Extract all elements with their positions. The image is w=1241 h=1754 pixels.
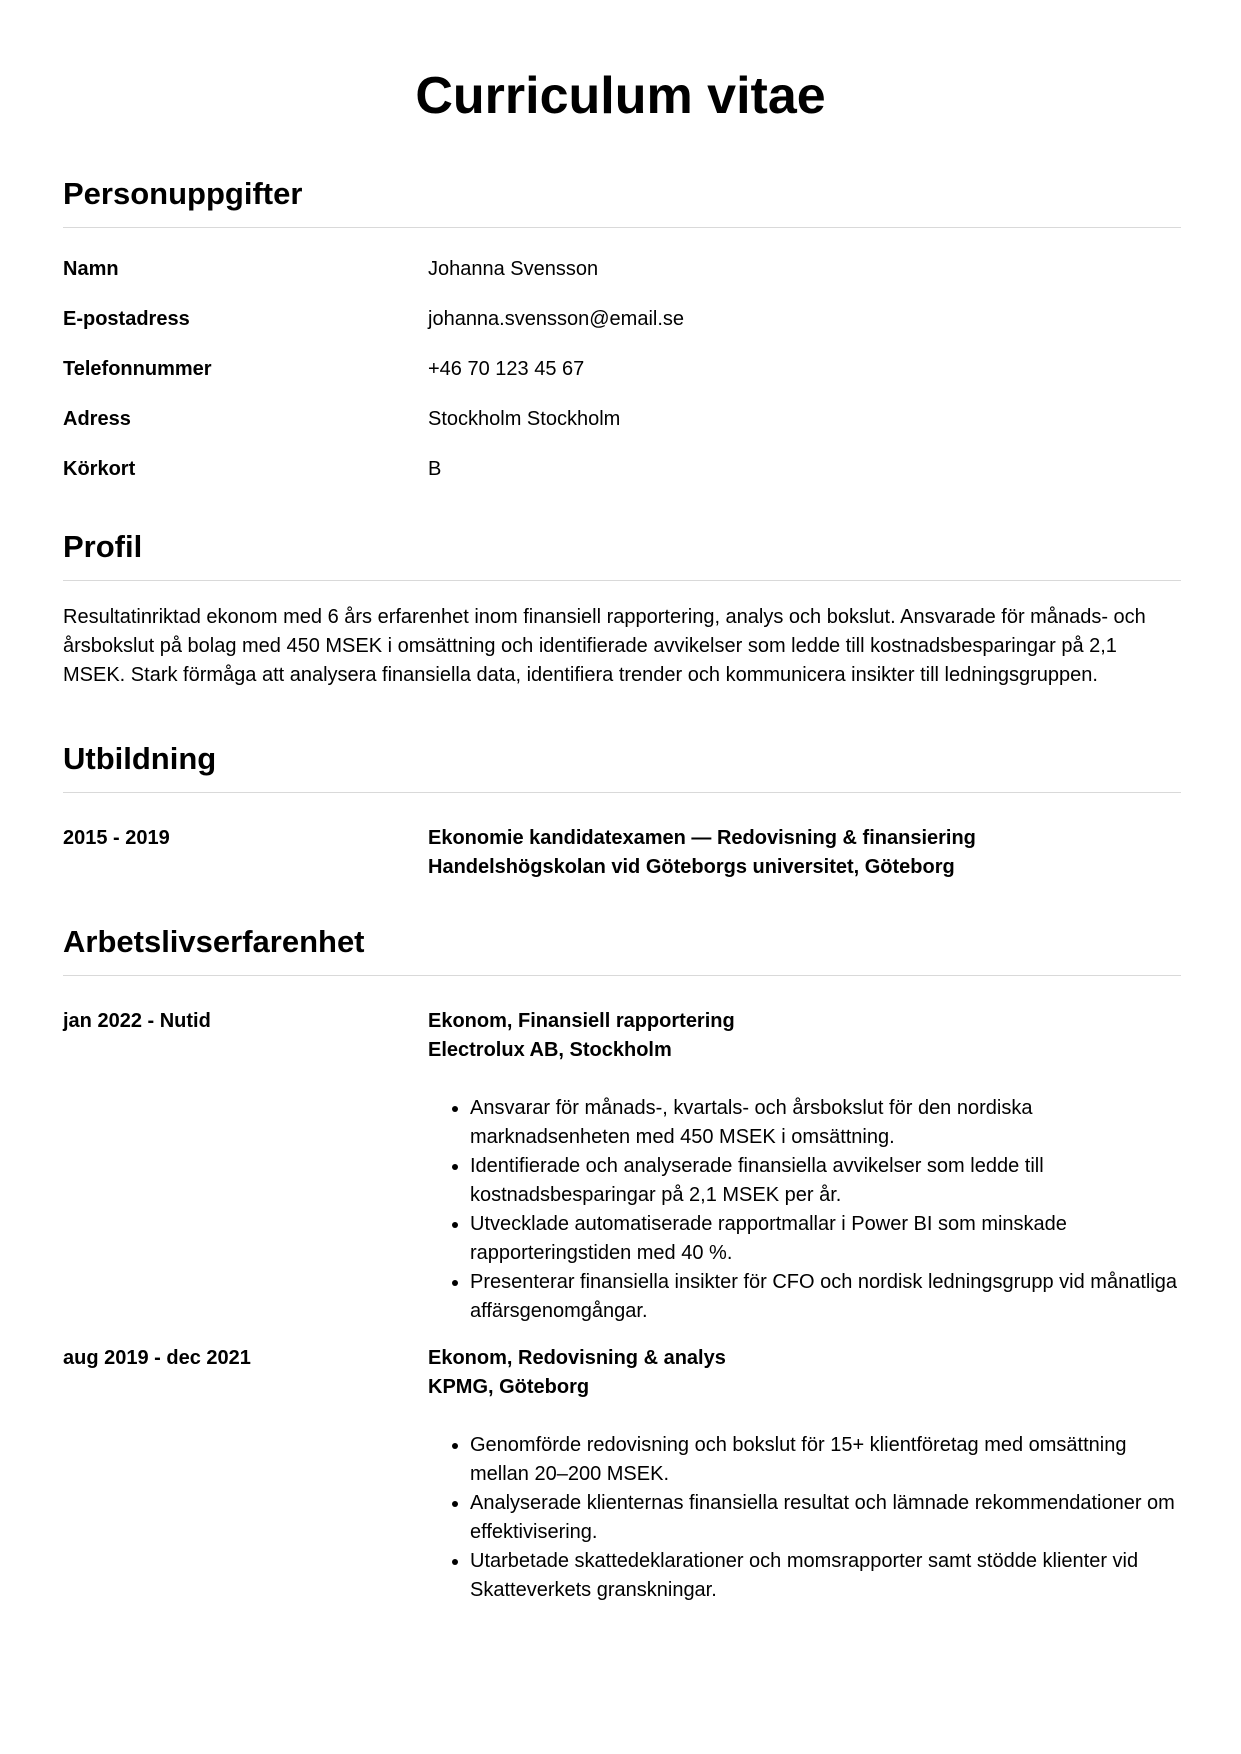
personal-row-phone xyxy=(63,356,1181,406)
field-label: Telefonnummer xyxy=(63,358,212,380)
list-item: • Identifierade och analyserade finansiella avvikelser som ledde till kostnadsbesparingar på 2,1 MSEK per år. xyxy=(470,1152,1181,1210)
entry-body xyxy=(428,1344,1181,1605)
list-item: • Presenterar finansiella insikter för CFO och nordisk ledningsgrupp vid månatliga affärsgenomgångar. xyxy=(470,1268,1181,1326)
entry-period: aug 2019 - dec 2021 xyxy=(63,1347,251,1369)
entry-title: Ekonomie kandidatexamen — Redovisning & finansiering xyxy=(428,827,976,849)
field-label: Adress xyxy=(63,408,131,430)
entry-bullet-list xyxy=(428,1094,1181,1326)
section-heading-experience: Arbetslivserfarenhet xyxy=(63,923,1181,976)
experience-entry xyxy=(63,1007,1181,1326)
entry-body xyxy=(428,1007,1181,1326)
personal-section xyxy=(63,175,1181,506)
list-item: • Utarbetade skattedeklarationer och momsrapporter samt stödde klienter vid Skatteverkets granskningar. xyxy=(470,1547,1181,1605)
field-value: B xyxy=(428,458,442,480)
entry-bullet-list xyxy=(428,1431,1181,1605)
entry-body xyxy=(428,824,1181,882)
education-entry xyxy=(63,824,1181,882)
section-heading-personal: Personuppgifter xyxy=(63,175,1181,228)
section-heading-profile: Profil xyxy=(63,528,1181,581)
list-item: • Ansvarar för månads-, kvartals- och årsbokslut för den nordiska marknadsenheten med 450 MSEK i omsättning. xyxy=(470,1094,1181,1152)
personal-row-license xyxy=(63,456,1181,506)
education-section xyxy=(63,740,1181,882)
entry-organization: Electrolux AB, Stockholm xyxy=(428,1039,672,1061)
entry-title: Ekonom, Finansiell rapportering xyxy=(428,1010,735,1032)
entry-organization: Handelshögskolan vid Göteborgs universitet, Göteborg xyxy=(428,856,955,878)
field-label: E-postadress xyxy=(63,308,190,330)
entry-organization: KPMG, Göteborg xyxy=(428,1376,590,1398)
section-heading-education: Utbildning xyxy=(63,740,1181,793)
entry-title: Ekonom, Redovisning & analys xyxy=(428,1347,726,1369)
field-value: +46 70 123 45 67 xyxy=(428,358,585,380)
field-value: johanna.svensson@email.se xyxy=(428,308,685,330)
field-value: Stockholm Stockholm xyxy=(428,408,621,430)
entry-period: 2015 - 2019 xyxy=(63,827,170,849)
entry-period: jan 2022 - Nutid xyxy=(63,1010,211,1032)
field-label: Namn xyxy=(63,258,119,280)
profile-section xyxy=(63,528,1181,690)
list-item: • Analyserade klienternas finansiella resultat och lämnade rekommendationer om effektivisering. xyxy=(470,1489,1181,1547)
list-item: • Utvecklade automatiserade rapportmallar i Power BI som minskade rapporteringstiden med 40 %. xyxy=(470,1210,1181,1268)
experience-section xyxy=(63,923,1181,1605)
personal-row-address xyxy=(63,406,1181,456)
document-title: Curriculum vitae xyxy=(415,67,826,125)
personal-row-email xyxy=(63,306,1181,356)
field-value: Johanna Svensson xyxy=(428,258,599,280)
personal-row-name xyxy=(63,256,1181,306)
experience-entry xyxy=(63,1344,1181,1605)
field-label: Körkort xyxy=(63,458,136,480)
profile-summary: Resultatinriktad ekonom med 6 års erfarenhet inom finansiell rapportering, analys och bokslut. Ansvarade för månads- och årsbokslut på bolag med 450 MSEK i omsättning och identifierade avvikelser som ledde till kostnadsbesparingar på 2,1 MSEK. Stark förmåga att analysera finansiella data, identifiera trender och kommunicera insikter till ledningsgruppen. xyxy=(63,606,1146,686)
list-item: • Genomförde redovisning och bokslut för 15+ klientföretag med omsättning mellan 20–200 MSEK. xyxy=(470,1431,1181,1489)
